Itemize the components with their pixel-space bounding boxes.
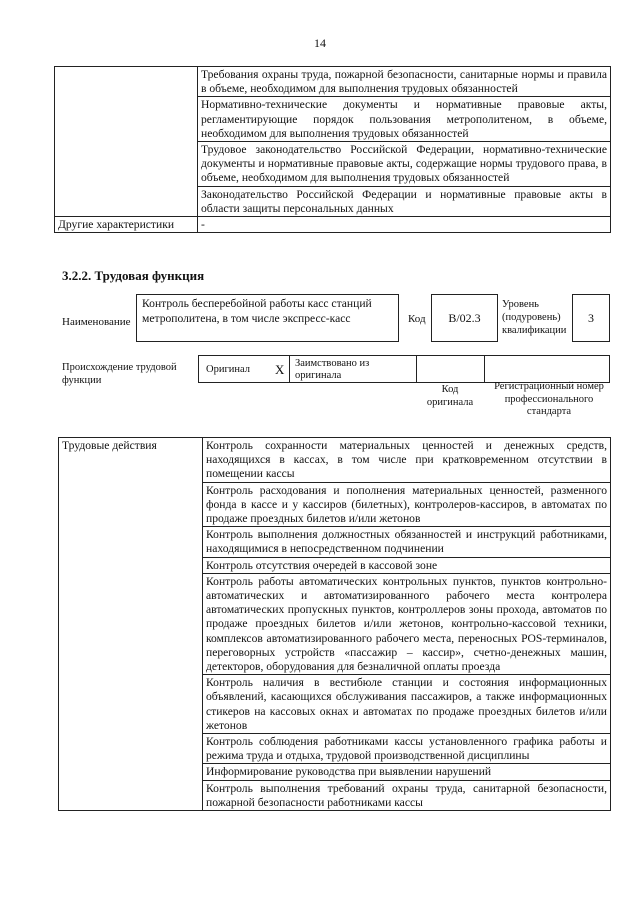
reg-caption: Регистрационный номер профессионального стандарта — [494, 381, 604, 417]
table-cell: Законодательство Российской Федерации и нормативные правовые акты в области защиты персональных данных — [198, 186, 611, 216]
origin-box — [198, 355, 610, 383]
page-number: 14 — [314, 36, 326, 50]
labor-actions-table — [58, 437, 611, 811]
original-label: Оригинал — [206, 364, 250, 375]
level-label: Уровень (подуровень) квалификации — [502, 299, 567, 336]
table-cell: Контроль выполнения должностных обязанностей и инструкций работниками, находящимися в непосредственном подчинении — [203, 527, 611, 557]
divider — [416, 355, 417, 383]
level-box — [572, 294, 610, 342]
code-box — [431, 294, 498, 342]
origin-label: Происхождение трудовой функции — [62, 362, 177, 386]
level-value: 3 — [588, 311, 594, 325]
table-cell: Информирование руководства при выявлении нарушений — [203, 764, 611, 780]
table-cell: Контроль работы автоматических контрольных пунктов, пунктов контрольно-автоматических и автоматизированного рабочего места контролера автоматических пропускных пунктов, контроллеров зоны прохода, автоматов по продаже проездных билетов и/или жетонов, контрольно-кассовой техники, комплексов автоматизированного рабочего места, переносных POS-терминалов, переговорных устройств «пассажир – кассир», счетно-денежных машин, детекторов, оборудования для безналичной оплаты проезда — [203, 573, 611, 674]
table-cell: Контроль расходования и пополнения материальных ценностей, разменного фонда в кассе и у кассиров (билетных), контролеров-кассиров, в автоматах по продаже проездных билетов и/или жетонов — [203, 482, 611, 527]
table-row-label: Другие характеристики — [55, 217, 198, 233]
table-cell: Контроль наличия в вестибюле станции и состояния информационных объявлений, касающихся обслуживания пассажиров, а также информационных стикеров на кассовых окнах и автоматах по продаже проездных билетов и/или жетонов — [203, 675, 611, 734]
original-mark: X — [275, 362, 285, 377]
table-cell: Трудовое законодательство Российской Федерации, нормативно-технические документы и нормативные правовые акты, содержащие нормы трудового права, в объеме, необходимом для выполнения трудовых обязанностей — [198, 142, 611, 187]
table-cell: Контроль выполнения требований охраны труда, санитарной безопасности, пожарной безопасности работниками кассы — [203, 780, 611, 810]
divider — [484, 355, 485, 383]
table-cell: Нормативно-технические документы и нормативные правовые акты, регламентирующие порядок пользования метрополитеном, в объеме, необходимом для выполнения трудовых обязанностей — [198, 97, 611, 142]
borrowed-label: Заимствовано из оригинала — [295, 358, 370, 381]
table-cell: Контроль сохранности материальных ценностей и денежных средств, находящихся в кассах, в том числе при кратковременном отсутствии в помещении кассы — [203, 438, 611, 483]
divider — [289, 355, 290, 383]
table-cell: Контроль соблюдения работниками кассы установленного графика работы и режима труда и отдыха, трудовой производственной дисциплины — [203, 734, 611, 764]
knowledge-table — [54, 66, 611, 233]
table-cell: Контроль отсутствия очередей в кассовой зоне — [203, 557, 611, 573]
code-value: B/02.3 — [448, 311, 481, 325]
function-name-box — [136, 294, 399, 342]
name-label: Наименование — [62, 316, 131, 328]
code-caption: Код оригинала — [426, 384, 474, 408]
table-cell: Требования охраны труда, пожарной безопасности, санитарные нормы и правила в объеме, необходимом для выполнения трудовых обязанностей — [198, 67, 611, 97]
table-empty-cell — [55, 67, 198, 217]
function-name: Контроль бесперебойной работы касс станций метрополитена, в том числе экспресс-касс — [142, 297, 372, 325]
table-cell: - — [198, 217, 611, 233]
code-label: Код — [408, 313, 426, 325]
table-row-label: Трудовые действия — [59, 438, 203, 811]
section-title: 3.2.2. Трудовая функция — [62, 268, 205, 283]
